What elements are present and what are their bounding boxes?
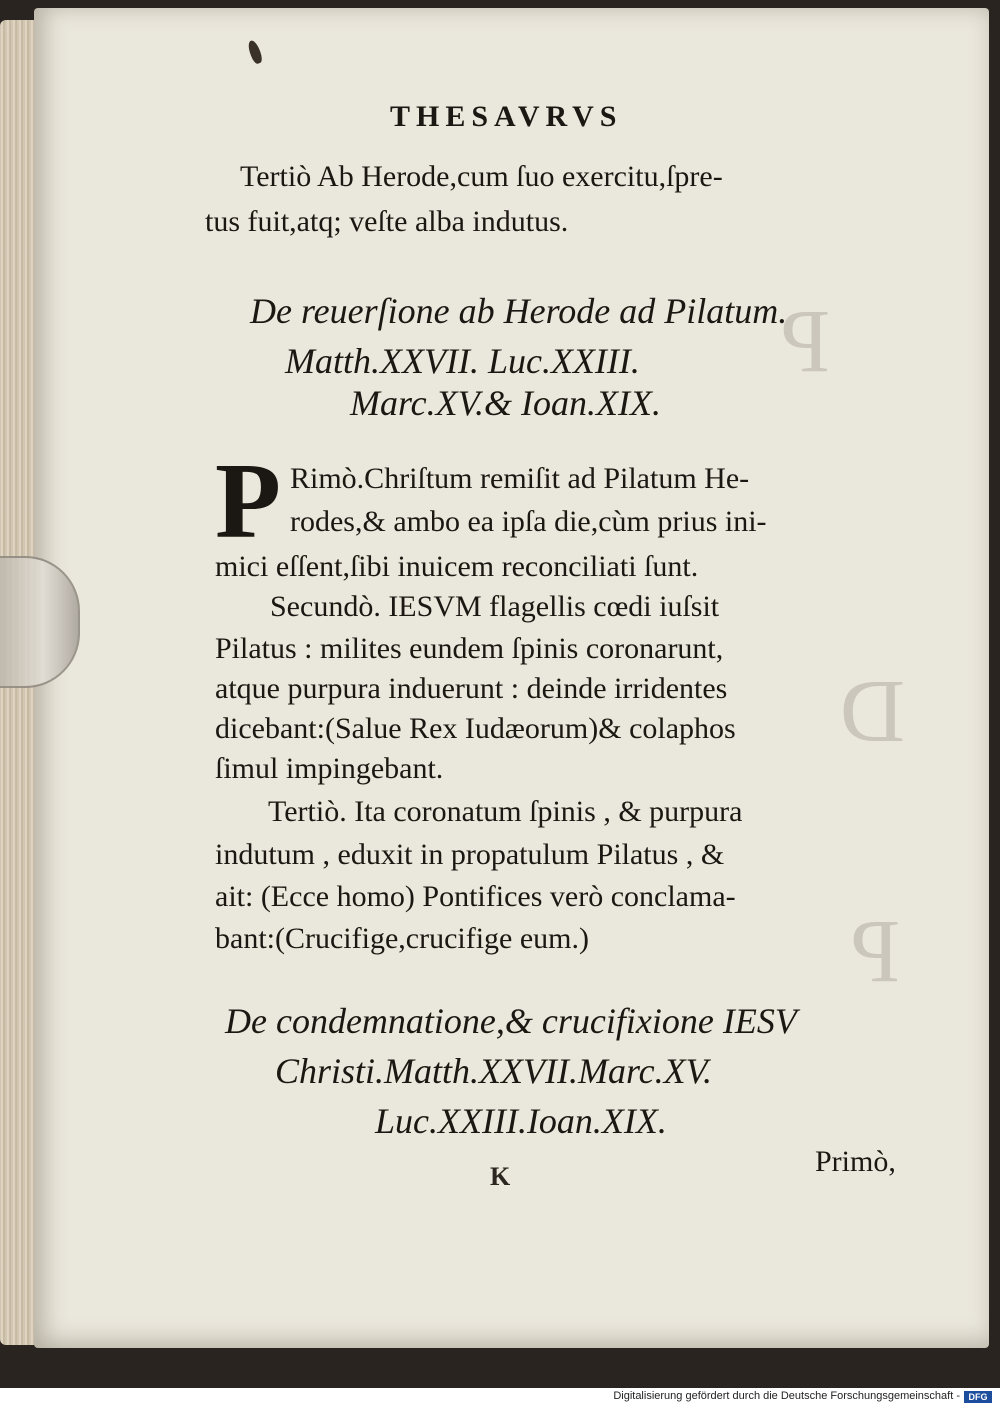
text-line: bant:(Crucifige,crucifige eum.) — [215, 922, 590, 955]
funding-notice: Digitalisierung gefördert durch die Deutsche Forschungsgemeinschaft - — [613, 1390, 960, 1402]
section-heading-line: De condemnatione,& crucifixione IESV — [225, 1001, 797, 1041]
bleed-through-letter: P — [780, 292, 831, 391]
text-line: indutum , eduxit in propatulum Pilatus , & — [215, 838, 725, 871]
text-line: dicebant:(Salue Rex Iudæorum)& colaphos — [215, 712, 736, 745]
text-line: tus fuit,atq; veſte alba indutus. — [205, 205, 569, 238]
bleed-through-letter: D — [840, 662, 905, 761]
text-line: mici eſſent,ſibi inuicem reconciliati ſunt. — [215, 550, 699, 583]
section-heading-line: Christi.Matth.XXVII.Marc.XV. — [275, 1051, 712, 1091]
text-line: Pilatus : milites eundem ſpinis coronarunt, — [215, 632, 724, 665]
text-line: Tertiò. Ita coronatum ſpinis , & purpura — [268, 795, 743, 828]
footer-bar — [0, 1388, 1000, 1406]
catchword: Primò, — [815, 1145, 896, 1178]
text-line: Secundò. IESVM flagellis cœdi iuſsit — [270, 590, 720, 623]
bleed-through-letter: P — [850, 902, 901, 1001]
section-heading-line: De reuerſione ab Herode ad Pilatum. — [250, 291, 788, 331]
section-heading-line: Luc.XXIII.Ioan.XIX. — [375, 1101, 667, 1141]
section-heading-line: Matth.XXVII. Luc.XXIII. — [285, 341, 640, 381]
text-line: ait: (Ecce homo) Pontifices verò conclama- — [215, 880, 736, 913]
dfg-logo: DFG — [964, 1391, 992, 1403]
section-heading-line: Marc.XV.& Ioan.XIX. — [350, 383, 661, 423]
text-line: atque purpura induerunt : deinde irridentes — [215, 672, 728, 705]
running-header: THESAVRVS — [390, 100, 623, 133]
drop-cap: P — [215, 442, 281, 561]
text-line: rodes,& ambo ea ipſa die,cùm prius ini- — [290, 505, 767, 538]
text-line: ſimul impingebant. — [215, 752, 444, 785]
text-line: Rimò.Chriſtum remiſit ad Pilatum He- — [290, 462, 750, 495]
signature-mark: K — [490, 1162, 511, 1191]
text-line: Tertiò Ab Herode,cum ſuo exercitu,ſpre- — [240, 160, 723, 193]
